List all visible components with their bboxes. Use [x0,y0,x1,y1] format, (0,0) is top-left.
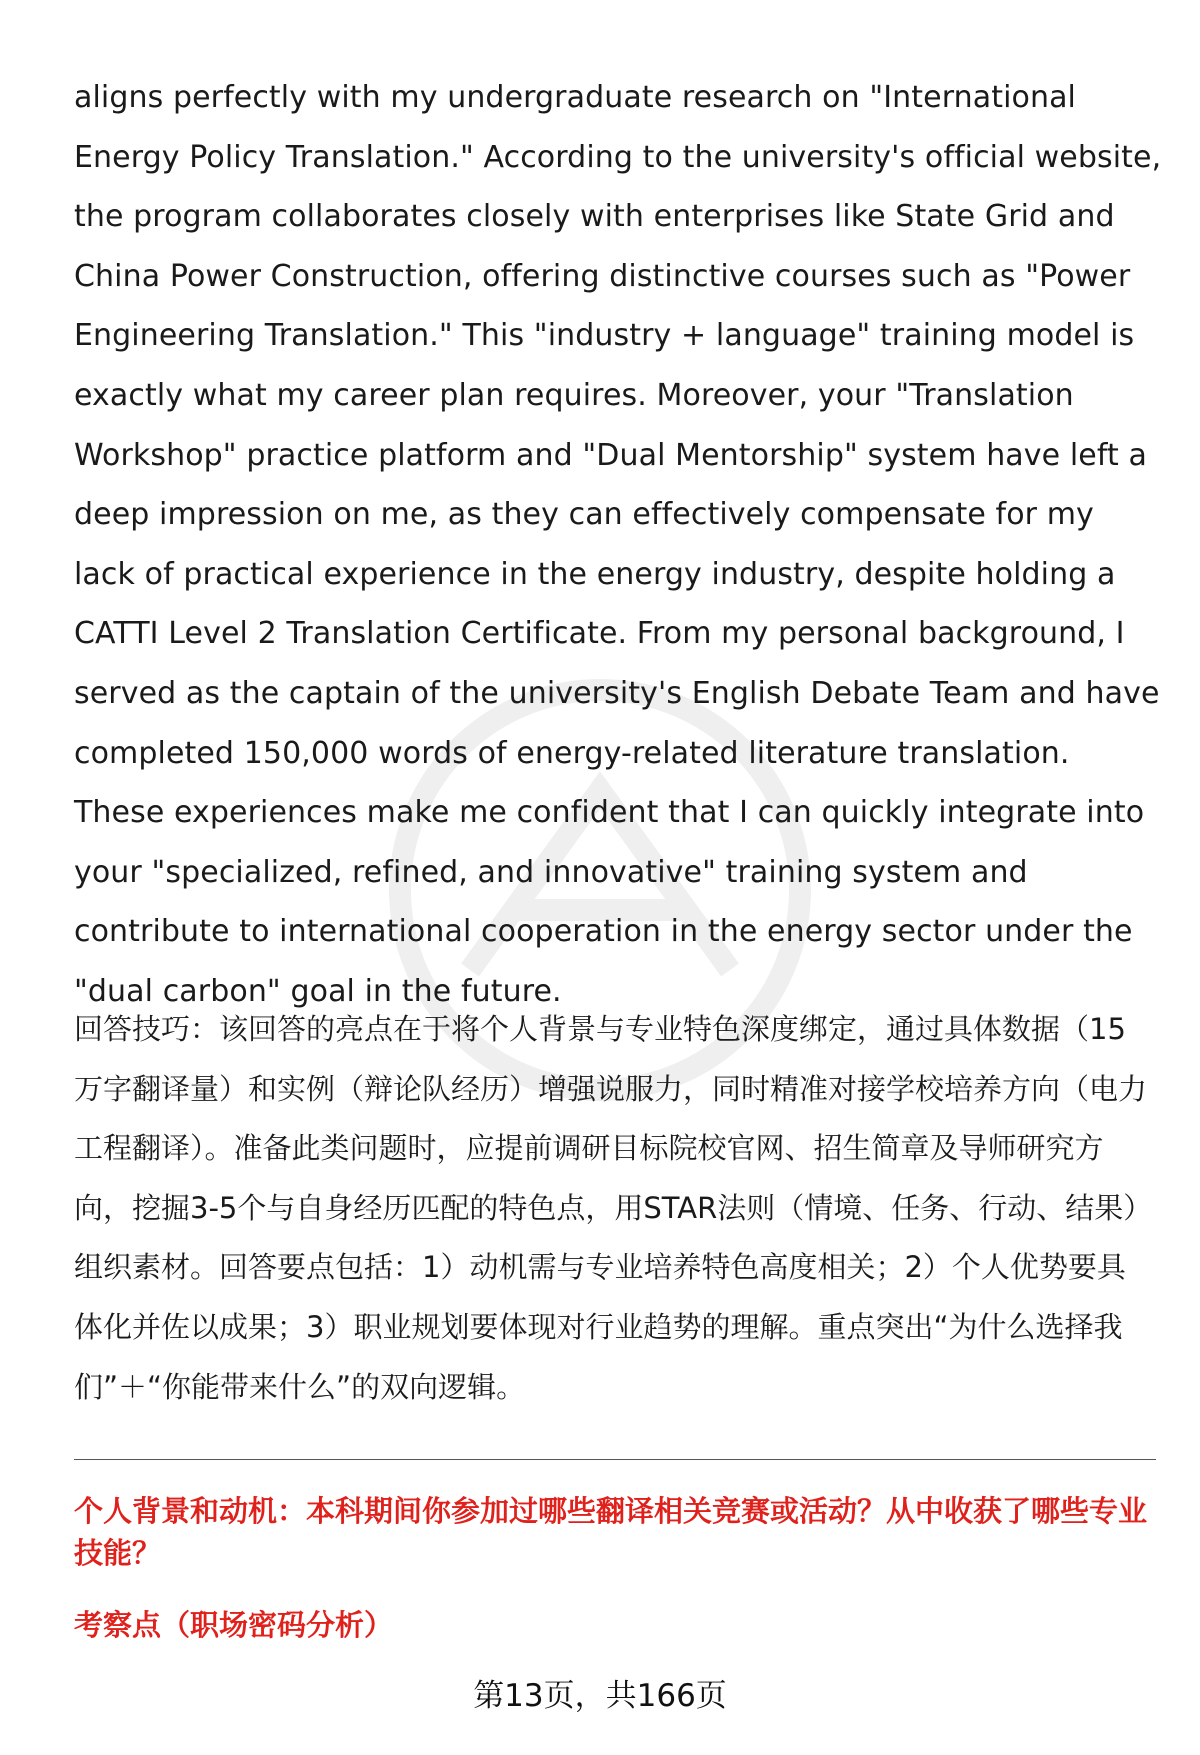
next-question-heading: 个人背景和动机：本科期间你参加过哪些翻译相关竞赛或活动？从中收获了哪些专业技能？ [74,1494,1148,1570]
tips-text: 该回答的亮点在于将个人背景与专业特色深度绑定，通过具体数据（15万字翻译量）和实例（辩论队经历）增强说服力，同时精准对接学校培养方向（电力工程翻译）。准备此类问题时，应提前调研目标院校官网、招生简章及导师研究方向，挖掘3-5个与自身经历匹配的特色点，用STAR法则（情境、任务、行动、结果）组织素材。回答要点包括：1）动机需与专业培养特色高度相关；2）个人优势要具体化并佐以成果；3）职业规划要体现对行业趋势的理解。重点突出“为什么选择我们”＋“你能带来什么”的双向逻辑。 [74,1012,1153,1404]
section-divider [74,1459,1156,1460]
assessment-point-heading: 考察点（职场密码分析） [74,1608,394,1642]
answer-paragraph: aligns perfectly with my undergraduate research on "International Energy Policy Translation." According to the university's official website, the program collaborates closely with enterprises like State Grid and China Power Construction, offering distinctive courses such as "Power Engineering Translation." This "industry + language" training model is exactly what my career plan requires. Moreover, your "Translation Workshop" practice platform and "Dual Mentorship" system have left a deep impression on me, as they can effectively compensate for my lack of practical experience in the energy industry, despite holding a CATTI Level 2 Translation Certificate. From my personal background, I served as the captain of the university's English Debate Team and have completed 150,000 words of energy-related literature translation. These experiences make me confident that I can quickly integrate into your "specialized, refined, and innovative" training system and contribute to international cooperation in the energy sector under the "dual carbon" goal in the future. [74,80,1162,1009]
answer-tips [74,1000,1154,1417]
page-indicator: 第13页，共166页 [473,1678,727,1714]
tips-label: 回答技巧： [74,1012,220,1046]
